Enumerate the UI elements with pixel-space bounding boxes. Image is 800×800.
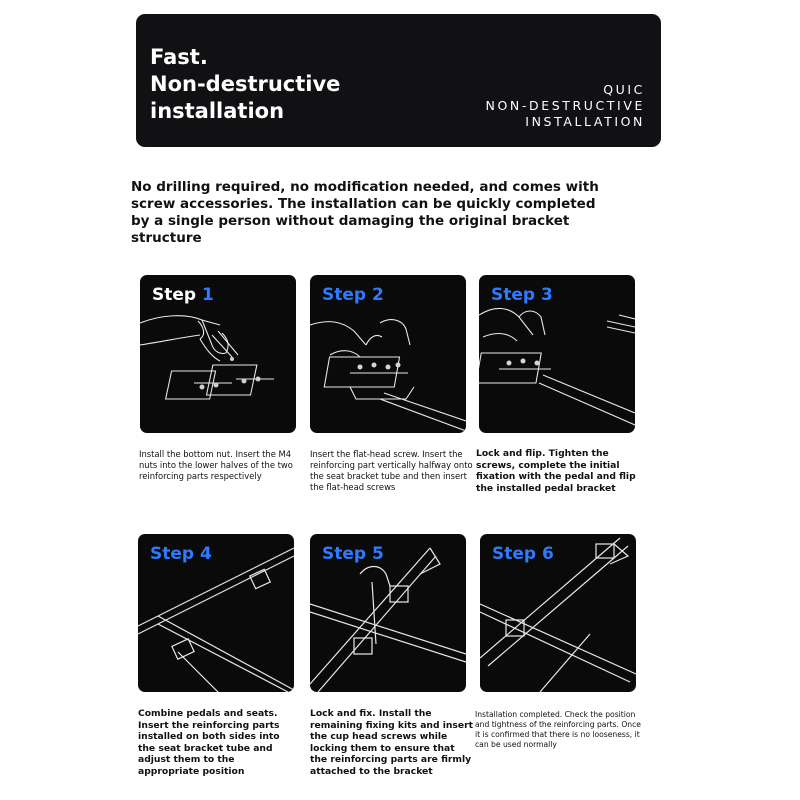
banner-subtitle-line: QUIC (603, 82, 645, 97)
banner-title-line: Non-destructive (150, 72, 341, 96)
step-word: Step (492, 544, 537, 564)
banner-subtitle-line: INSTALLATION (525, 114, 645, 129)
step-number: 2 (372, 285, 384, 305)
banner-title-line: installation (150, 99, 285, 123)
step-number: 6 (542, 544, 554, 564)
step-4-label (150, 544, 212, 564)
step-5-caption: Lock and fix. Install the remaining fixing kits and insert the cup head screws while locking them to ensure that the reinforcing parts are firmly attached to the bracket (310, 708, 474, 777)
step-6-label (492, 544, 554, 564)
step-1-image (140, 275, 296, 433)
step-1-caption: Install the bottom nut. Insert the M4 nuts into the lower halves of the two reinforcing parts respectively (139, 449, 293, 481)
step-2-caption: Insert the flat-head screw. Insert the reinforcing part vertically halfway onto the seat bracket tube and then insert the flat-head screws (310, 449, 473, 492)
step-3-label (491, 285, 553, 305)
step-5-label (322, 544, 384, 564)
step-word: Step (152, 285, 197, 305)
step-2-label (322, 285, 384, 305)
step-6-image (480, 534, 636, 692)
step-6-caption: Installation completed. Check the position and tightness of the reinforcing parts. Once it is confirmed that there is no looseness, it can be used normally (475, 710, 641, 749)
step-number: 1 (202, 285, 214, 305)
step-number: 5 (372, 544, 384, 564)
step-word: Step (322, 544, 367, 564)
step-number: 4 (200, 544, 212, 564)
step-word: Step (491, 285, 536, 305)
banner-title-line: Fast. (150, 45, 208, 69)
step-5-image (310, 534, 466, 692)
step-word: Step (150, 544, 195, 564)
step-3-image (479, 275, 635, 433)
step-number: 3 (541, 285, 553, 305)
step-3-caption: Lock and flip. Tighten the screws, complete the initial fixation with the pedal and flip the installed pedal bracket (476, 448, 636, 494)
banner-subtitle-line: NON-DESTRUCTIVE (485, 98, 645, 113)
banner-title (150, 44, 340, 125)
step-4-image (138, 534, 294, 692)
step-word: Step (322, 285, 367, 305)
header-banner (136, 14, 661, 147)
step-4-caption: Combine pedals and seats. Insert the reinforcing parts installed on both sides into the seat bracket tube and adjust them to the appropriate position (138, 708, 280, 777)
step-2-image (310, 275, 466, 433)
intro-paragraph: No drilling required, no modification needed, and comes with screw accessories. The installation can be quickly completed by a single person without damaging the original bracket structure (131, 179, 599, 246)
banner-subtitle (486, 82, 645, 130)
step-1-label (152, 285, 214, 305)
